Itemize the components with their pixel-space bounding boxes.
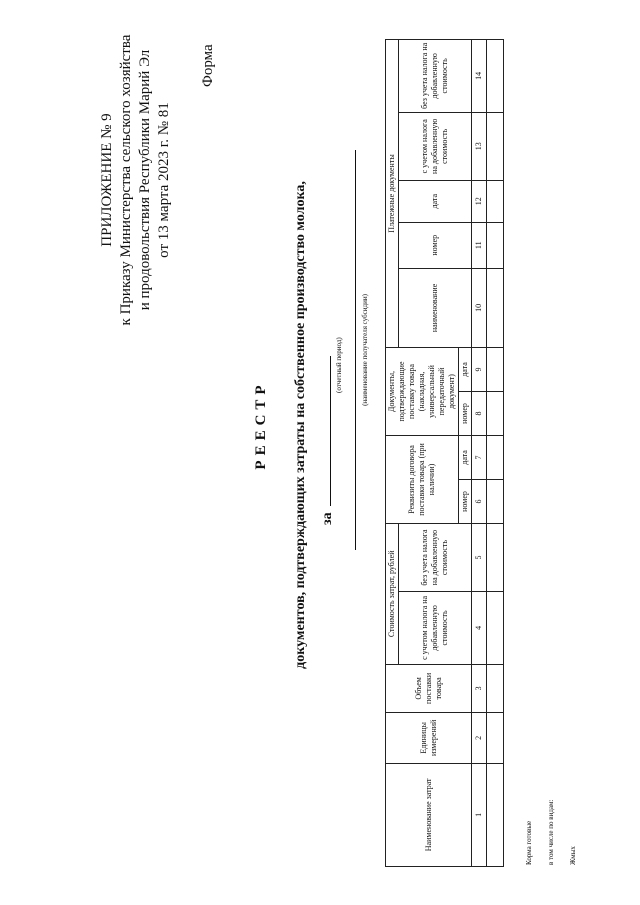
- empty-cell: [487, 664, 504, 712]
- empty-cell: [487, 523, 504, 591]
- col-num-13: 13: [472, 112, 487, 180]
- notes-block: [518, 800, 584, 865]
- empty-cell: [487, 713, 504, 764]
- appendix-line-4: от 13 марта 2023 г. № 81: [156, 102, 172, 258]
- col-num-3: 3: [472, 664, 487, 712]
- header-contract-date: дата: [459, 435, 472, 479]
- header-docs: Документы, подтверждающие поставку товара (накладная, универсальный передаточный документ): [386, 348, 459, 436]
- header-pay-date: дата: [399, 180, 472, 222]
- col-num-2: 2: [472, 713, 487, 764]
- empty-data-row: [487, 40, 504, 867]
- header-contract: Реквизиты договора поставки товара (при наличии): [386, 435, 459, 523]
- empty-cell: [487, 222, 504, 268]
- col-num-1: 1: [472, 763, 487, 866]
- col-num-5: 5: [472, 523, 487, 591]
- col-num-4: 4: [472, 592, 487, 665]
- col-num-11: 11: [472, 222, 487, 268]
- period-prefix: за: [320, 512, 335, 525]
- period-caption: (отчетный период): [335, 337, 343, 393]
- empty-cell: [487, 348, 504, 392]
- note-by-type: в том числе по видам:: [547, 799, 555, 865]
- register-table: [385, 39, 504, 867]
- header-cost-with-vat: с учетом налога на добавленную стоимость: [399, 592, 472, 665]
- recipient-caption: (наименование получателя субсидии): [361, 294, 369, 406]
- col-num-8: 8: [472, 391, 487, 435]
- period-input-line: [318, 356, 331, 506]
- appendix-line-1: ПРИЛОЖЕНИЕ № 9: [99, 113, 115, 247]
- header-unit: Единицы измерений: [386, 713, 472, 764]
- col-num-9: 9: [472, 348, 487, 392]
- recipient-input-line: [355, 150, 356, 550]
- empty-cell: [487, 479, 504, 523]
- header-cost: Стоимость затрат, рублей: [386, 523, 399, 664]
- note-oilcake: Жмых: [569, 846, 577, 865]
- header-payment: Платежные документы: [386, 40, 399, 348]
- header-pay-name: наименование: [399, 268, 472, 347]
- col-num-7: 7: [472, 435, 487, 479]
- header-docs-date: дата: [459, 348, 472, 392]
- appendix-line-2: к Приказу Министерства сельского хозяйства: [118, 34, 134, 326]
- header-volume: Объем поставки товара: [386, 664, 472, 712]
- header-pay-without-vat: без учета налога на добавленную стоимость: [399, 40, 472, 113]
- title-wrap: [252, 0, 270, 865]
- empty-cell: [487, 180, 504, 222]
- col-num-10: 10: [472, 268, 487, 347]
- header-docs-number: номер: [459, 391, 472, 435]
- col-num-12: 12: [472, 180, 487, 222]
- form-label: Форма: [200, 44, 216, 87]
- document-subtitle: документов, подтверждающих затраты на собственное производство молока,: [293, 181, 308, 669]
- empty-cell: [487, 391, 504, 435]
- column-number-row: [472, 40, 487, 867]
- empty-cell: [487, 592, 504, 665]
- appendix-line-3: и продовольствия Республики Марий Эл: [137, 49, 153, 311]
- col-num-6: 6: [472, 479, 487, 523]
- period-row: [318, 356, 336, 525]
- header-row-1: [386, 40, 399, 867]
- header-pay-with-vat: с учетом налога на добавленную стоимость: [399, 112, 472, 180]
- empty-cell: [487, 40, 504, 113]
- empty-cell: [487, 435, 504, 479]
- header-name: Наименование затрат: [386, 763, 472, 866]
- empty-cell: [487, 112, 504, 180]
- header-pay-number: номер: [399, 222, 472, 268]
- header-contract-number: номер: [459, 479, 472, 523]
- empty-cell: [487, 268, 504, 347]
- document-title: РЕЕСТР: [253, 380, 269, 470]
- note-feed: Корма готовые: [525, 820, 533, 865]
- empty-cell: [487, 763, 504, 866]
- header-cost-without-vat: без учета налога на добавленную стоимость: [399, 523, 472, 591]
- col-num-14: 14: [472, 40, 487, 113]
- appendix-block: [98, 15, 174, 345]
